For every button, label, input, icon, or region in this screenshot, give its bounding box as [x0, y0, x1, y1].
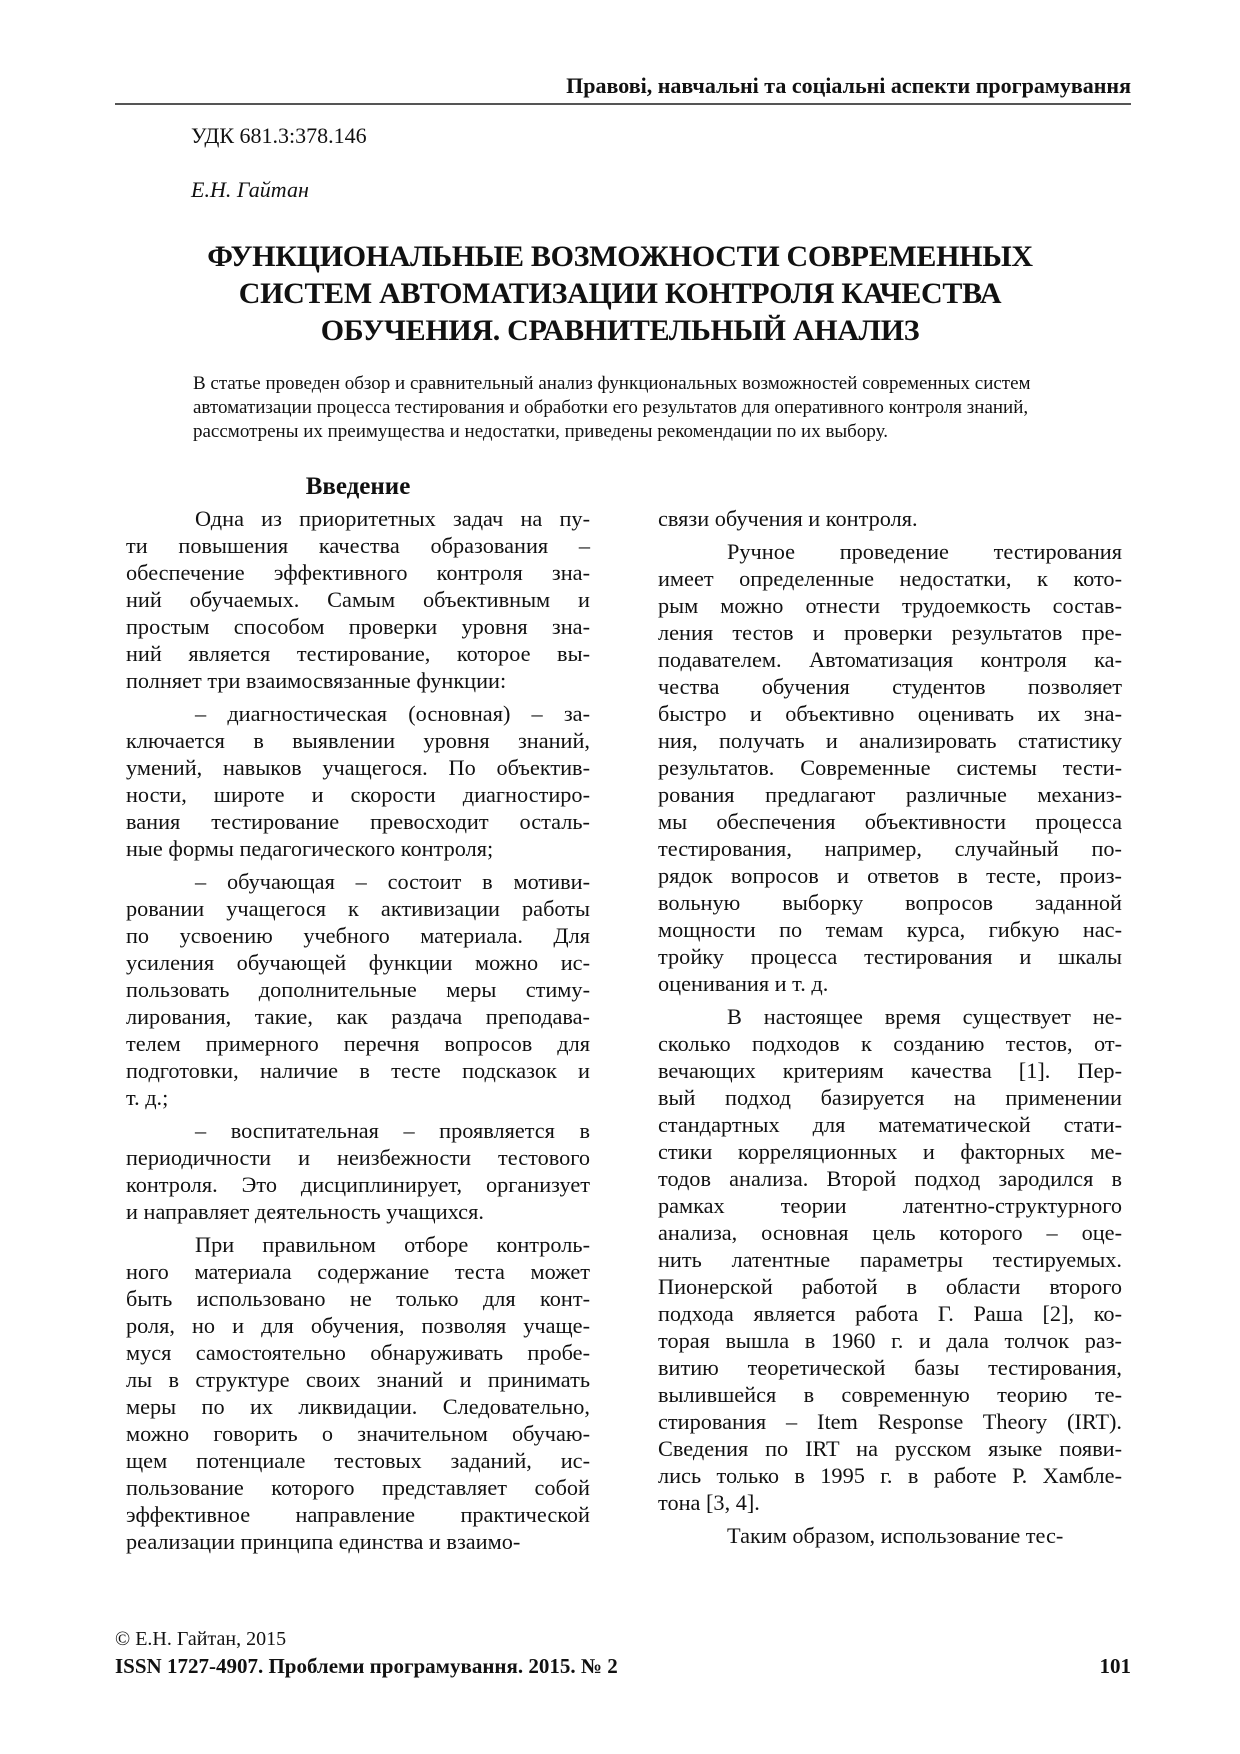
text-line: нить латентные параметры тестируемых. — [658, 1247, 1122, 1272]
author-name: Е.Н. Гайтан — [191, 177, 309, 202]
text-line: вылившейся в современную теорию те- — [658, 1382, 1122, 1407]
text-line: оценивания и т. д. — [658, 971, 829, 996]
title-line: ОБУЧЕНИЯ. СРАВНИТЕЛЬНЫЙ АНАЛИЗ — [320, 314, 920, 347]
text-line: т. д.; — [126, 1085, 169, 1110]
paragraph — [126, 1231, 590, 1555]
text-line: стирования – Item Response Theory (IRT). — [658, 1409, 1122, 1434]
text-line: и направляет деятельность учащихся. — [126, 1199, 484, 1224]
page-number: 101 — [1099, 1654, 1131, 1678]
text-line: вый подход базируется на применении — [658, 1085, 1122, 1110]
text-line: быть использовано не только для конт- — [126, 1286, 590, 1311]
text-line: можно говорить о значительном обучаю- — [126, 1421, 590, 1446]
title-line: СИСТЕМ АВТОМАТИЗАЦИИ КОНТРОЛЯ КАЧЕСТВА — [238, 277, 1002, 310]
text-line: мы обеспечения объективности процесса — [658, 809, 1122, 834]
text-line: рядок вопросов и ответов в тесте, произ- — [658, 863, 1122, 888]
text-line: тестирования, например, случайный по- — [658, 836, 1122, 861]
text-line: Ручное проведение тестирования — [727, 539, 1122, 564]
text-line: витию теоретической базы тестирования, — [658, 1355, 1122, 1380]
text-line: пользование которого представляет собой — [126, 1475, 590, 1500]
text-line: имеет определенные недостатки, к кото- — [658, 566, 1122, 591]
text-line: Пионерской работой в области второго — [658, 1274, 1122, 1299]
text-line: ния, получать и анализировать статистику — [658, 728, 1122, 753]
paragraph — [658, 538, 1122, 997]
text-line: ного материала содержание теста может — [126, 1259, 590, 1284]
text-line: меры по их ликвидации. Следовательно, — [126, 1394, 590, 1419]
text-line: связи обучения и контроля. — [658, 506, 918, 531]
text-line: полняет три взаимосвязанные функции: — [126, 668, 507, 693]
text-line: тона [3, 4]. — [658, 1490, 760, 1515]
text-line: усиления обучающей функции можно ис- — [126, 950, 590, 975]
section-heading-introduction: Введение — [305, 473, 411, 500]
journal-footer: ISSN 1727-4907. Проблеми програмування. 2015. № 2 — [115, 1654, 618, 1678]
text-line: по усвоению учебного материала. Для — [126, 923, 590, 948]
running-head: Правові, навчальні та соціальні аспекти програмування — [566, 73, 1131, 98]
article-title — [150, 238, 1090, 349]
text-line: лирования, такие, как раздача преподава- — [126, 1004, 590, 1029]
text-line: стики корреляционных и факторных ме- — [658, 1139, 1122, 1164]
text-line: При правильном отборе контроль- — [195, 1232, 590, 1257]
text-line: контроля. Это дисциплинирует, организует — [126, 1172, 590, 1197]
text-line: ний является тестирование, которое вы- — [126, 641, 590, 666]
text-line: рования предлагают различные механиз- — [658, 782, 1122, 807]
udc-code: УДК 681.3:378.146 — [191, 123, 367, 148]
text-line: умений, навыков учащегося. По объектив- — [126, 755, 590, 780]
left-column — [126, 505, 590, 1555]
text-line: реализации принципа единства и взаимо- — [126, 1529, 521, 1554]
text-line: ности, широте и скорости диагностиро- — [126, 782, 590, 807]
text-line: ления тестов и проверки результатов пре- — [658, 620, 1122, 645]
text-line: – диагностическая (основная) – за- — [195, 701, 590, 726]
text-line: щем потенциале тестовых заданий, ис- — [126, 1448, 590, 1473]
text-line: тройку процесса тестирования и шкалы — [658, 944, 1122, 969]
paragraph — [126, 868, 590, 1111]
text-line: подхода является работа Г. Раша [2], ко- — [658, 1301, 1122, 1326]
text-line: лись только в 1995 г. в работе Р. Хамбле- — [658, 1463, 1122, 1488]
text-line: вечающих критериям качества [1]. Пер- — [658, 1058, 1122, 1083]
text-line: ти повышения качества образования – — [126, 533, 590, 558]
abstract-line: рассмотрены их преимущества и недостатки, приведены рекомендации по их выбору. — [193, 421, 888, 442]
text-line: – воспитательная – проявляется в — [195, 1118, 590, 1143]
text-line: периодичности и неизбежности тестового — [126, 1145, 590, 1170]
text-line: обеспечение эффективного контроля зна- — [126, 560, 590, 585]
abstract — [193, 372, 1128, 444]
text-line: вания тестирование превосходит осталь- — [126, 809, 590, 834]
text-line: простым способом проверки уровня зна- — [126, 614, 590, 639]
text-line: ные формы педагогического контроля; — [126, 836, 494, 861]
text-line: ключается в выявлении уровня знаний, — [126, 728, 590, 753]
text-line: вольную выборку вопросов заданной — [658, 890, 1122, 915]
text-line: муся самостоятельно обнаруживать пробе- — [126, 1340, 590, 1365]
text-line: В настоящее время существует не- — [727, 1004, 1122, 1029]
title-line: ФУНКЦИОНАЛЬНЫЕ ВОЗМОЖНОСТИ СОВРЕМЕННЫХ — [207, 240, 1033, 273]
paragraph — [658, 505, 1122, 532]
text-line: пользовать дополнительные меры стиму- — [126, 977, 590, 1002]
abstract-line: В статье проведен обзор и сравнительный анализ функциональных возможностей современных систем — [193, 373, 1031, 394]
text-line: анализа, основная цель которого – оце- — [658, 1220, 1122, 1245]
text-line: Одна из приоритетных задач на пу- — [195, 506, 590, 531]
text-line: чества обучения студентов позволяет — [658, 674, 1122, 699]
paragraph — [126, 700, 590, 862]
text-line: мощности по темам курса, гибкую нас- — [658, 917, 1122, 942]
header-rule — [115, 103, 1131, 105]
abstract-line: автоматизации процесса тестирования и обработки его результатов для оперативного контроля знаний, — [193, 397, 1029, 418]
text-line: быстро и объективно оценивать их зна- — [658, 701, 1122, 726]
text-line: Сведения по IRT на русском языке появи- — [658, 1436, 1122, 1461]
text-line: роля, но и для обучения, позволяя учаще- — [126, 1313, 590, 1338]
copyright-notice: © Е.Н. Гайтан, 2015 — [115, 1628, 287, 1650]
text-line: торая вышла в 1960 г. и дала толчок раз- — [658, 1328, 1122, 1353]
text-line: Таким образом, использование тес- — [727, 1523, 1064, 1548]
paragraph — [658, 1003, 1122, 1516]
paragraph — [126, 1117, 590, 1225]
paragraph — [126, 505, 590, 694]
text-line: рамках теории латентно-структурного — [658, 1193, 1122, 1218]
text-line: ний обучаемых. Самым объективным и — [126, 587, 590, 612]
text-line: подавателем. Автоматизация контроля ка- — [658, 647, 1122, 672]
text-line: лы в структуре своих знаний и принимать — [126, 1367, 590, 1392]
text-line: результатов. Современные системы тести- — [658, 755, 1122, 780]
text-line: тодов анализа. Второй подход зародился в — [658, 1166, 1122, 1191]
text-line: подготовки, наличие в тесте подсказок и — [126, 1058, 590, 1083]
text-line: сколько подходов к созданию тестов, от- — [658, 1031, 1122, 1056]
text-line: телем примерного перечня вопросов для — [126, 1031, 590, 1056]
text-line: эффективное направление практической — [126, 1502, 590, 1527]
text-line: стандартных для математической стати- — [658, 1112, 1122, 1137]
paragraph — [658, 1522, 1122, 1549]
text-line: ровании учащегося к активизации работы — [126, 896, 590, 921]
text-line: рым можно отнести трудоемкость состав- — [658, 593, 1122, 618]
text-line: – обучающая – состоит в мотиви- — [195, 869, 590, 894]
right-column — [658, 505, 1122, 1549]
